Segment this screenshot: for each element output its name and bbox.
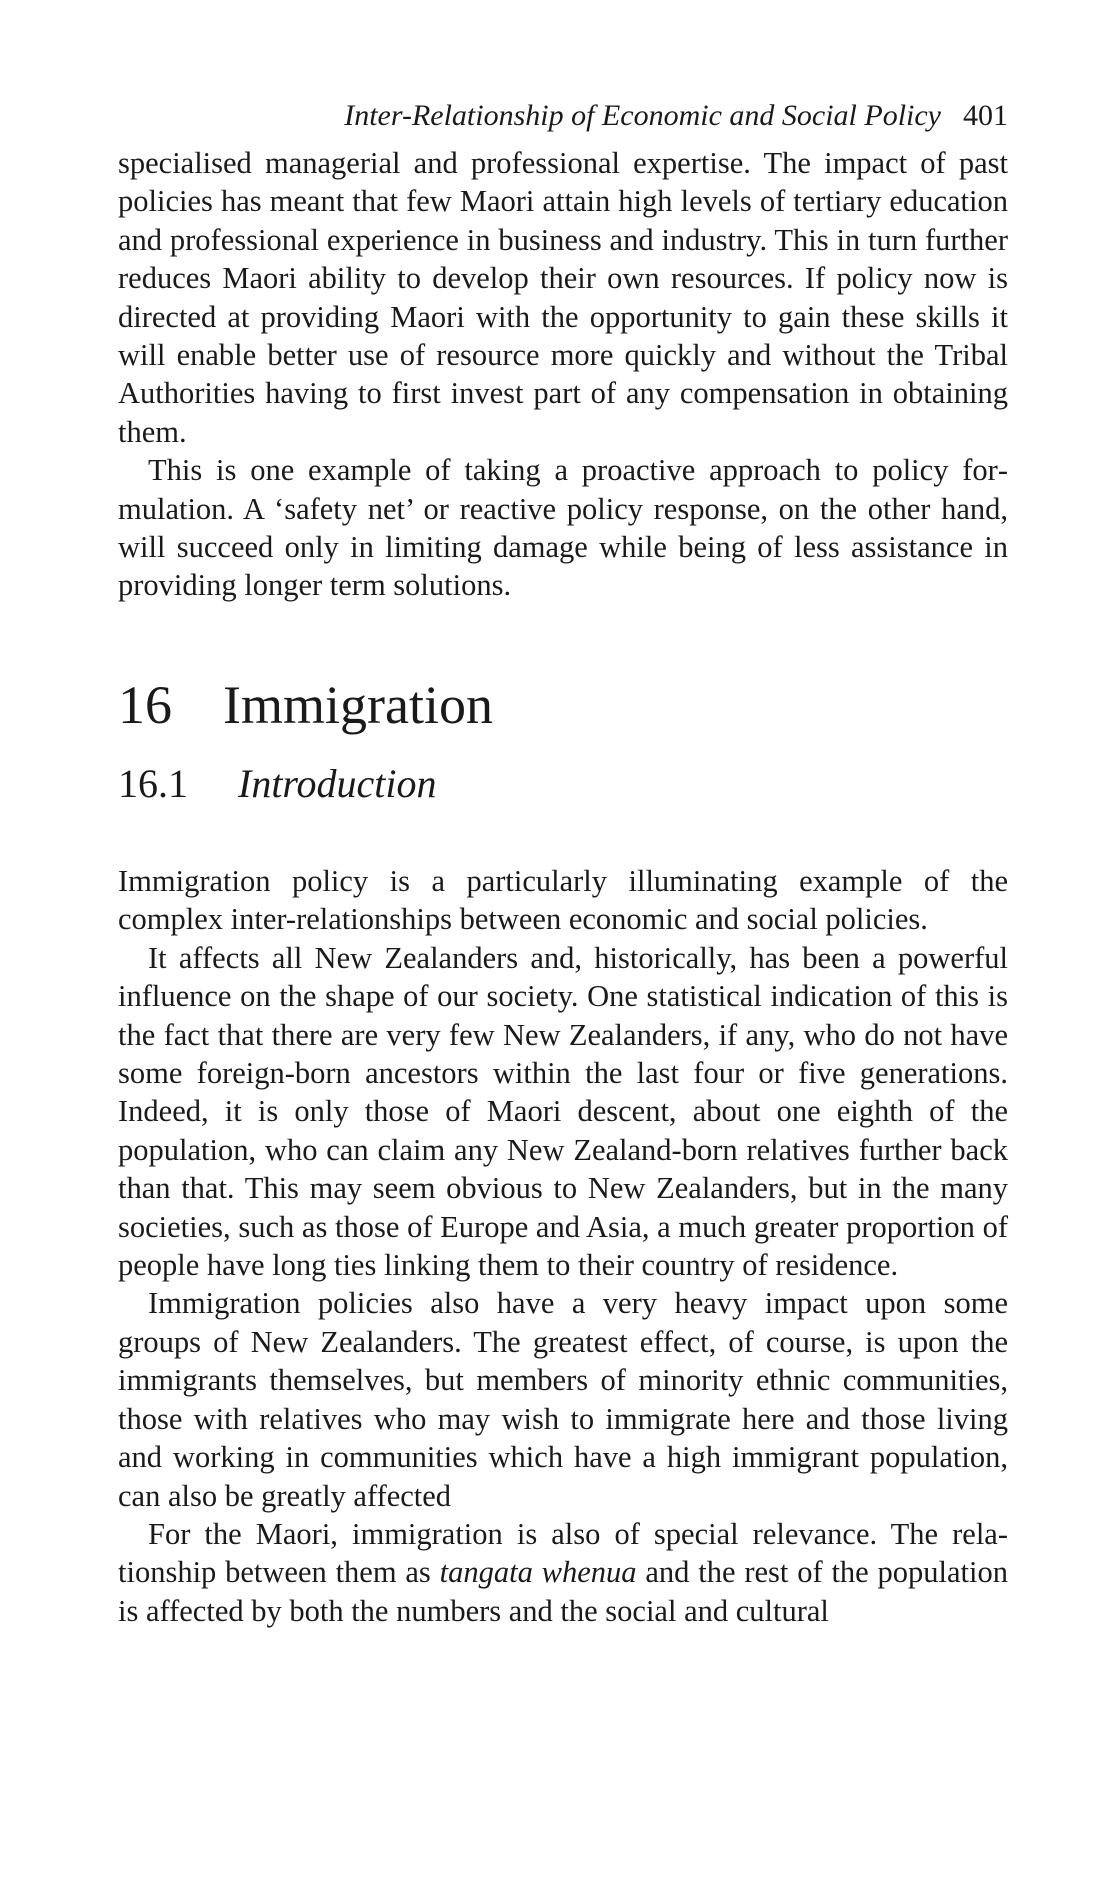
chapter-number: 16 [118,675,172,735]
italic-term: tangata whenua [439,1555,637,1590]
paragraph-continued: specialised managerial and professional expertise. The impact of past policies has meant that few Maori attain high levels of tertiary education and professional experience in business and industry. This in turn further reduces Maori ability to develop their own resources. If policy now is directed at providing Maori with the opportunity to gain these skills it will enable better use of resource more quickly and without the Tribal Authorities having to first invest part of any compensation in obtaining them. [118,146,1008,449]
running-header [344,96,1008,136]
paragraph: This is one example of taking a proactive approach to policy formulation. A ‘safety net’ or reactive policy response, on the other hand, will succeed only in limiting damage while being of less assistance in providing longer term solutions. [118,453,1008,603]
paragraph: It affects all New Zealanders and, historically, has been a powerful influence on the shape of our society. One statistical indication of this is the fact that there are very few New Zealanders, if any, who do not have some foreign-born ancestors within the last four or five generations. Indeed, it is only those of Maori descent, about one eighth of the population, who can claim any New Zealand-born relatives further back than that. This may seem obvious to New Zealanders, but in the many societies, such as those of Europe and Asia, a much greater proportion of people have long ties linking them to their country of residence. [118,940,1008,1283]
section-body [118,862,1008,1630]
section-title: Introduction [238,761,437,806]
paragraph-text: and the rest of the population is affected by both the numbers and the social and cultural [118,1555,1008,1628]
running-header-title: Inter-Relationship of Economic and Social Policy [344,99,941,132]
chapter-heading [118,670,493,740]
continuation-text [118,144,1008,605]
paragraph: Immigration policies also have a very heavy impact upon some groups of New Zealanders. The greatest effect, of course, is upon the immigrants themselves, but members of minority ethnic communities, those with relatives who may wish to immigrate here and those living and working in communities which have a high immigrant population, can also be greatly affected [118,1286,1008,1513]
section-heading [118,758,437,810]
paragraph-text: For the Maori, immigration is also of special relevance. The relationship between them as [118,1516,1008,1590]
page-number: 401 [963,99,1008,132]
paragraph [118,1515,1008,1630]
section-number: 16.1 [118,761,188,806]
paragraph: Immigration policy is a particularly illuminating example of the complex inter-relationships between economic and social policies. [118,864,1008,937]
chapter-title: Immigration [223,675,493,735]
